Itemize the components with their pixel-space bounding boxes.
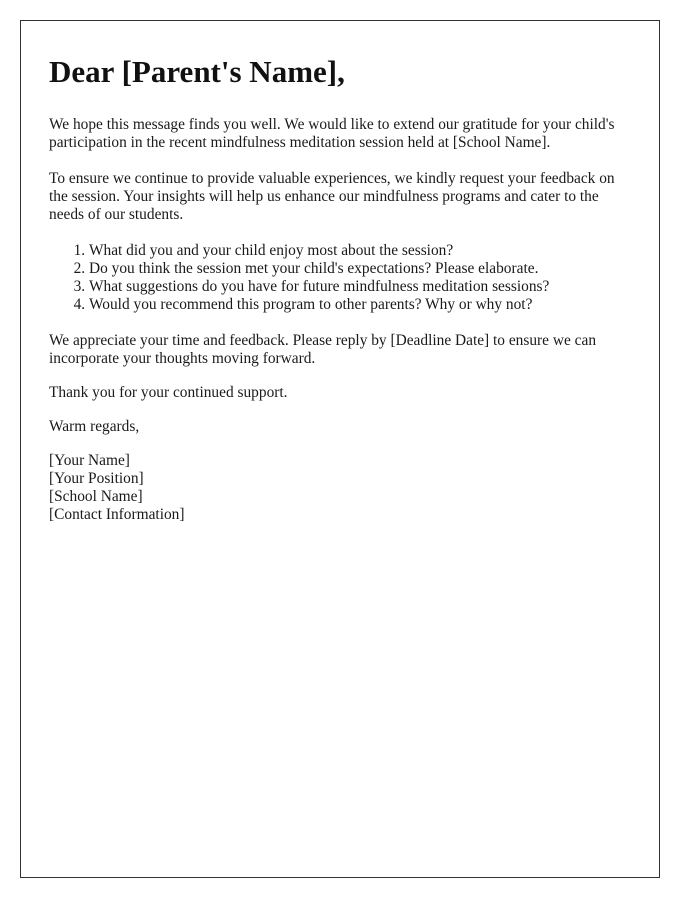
thanks-paragraph: Thank you for your continued support.: [49, 384, 288, 401]
letter-page: [20, 20, 660, 878]
signature-name: [Your Name]: [49, 452, 130, 469]
signature-contact: [Contact Information]: [49, 506, 185, 523]
intro-paragraph: We hope this message finds you well. We would like to extend our gratitude for your child's participation in the recent mindfulness meditation session held at [School Name].: [49, 116, 615, 151]
feedback-request-paragraph: To ensure we continue to provide valuable experiences, we kindly request your feedback on the session. Your insights will help us enhance our mindfulness programs and cater to the needs of our students.: [49, 170, 615, 223]
signature-block: [49, 452, 631, 524]
letter-greeting: Dear [Parent's Name],: [49, 54, 345, 89]
closing-line: Warm regards,: [49, 418, 140, 435]
appreciation-paragraph: We appreciate your time and feedback. Please reply by [Deadline Date] to ensure we can incorporate your thoughts moving forward.: [49, 332, 597, 367]
question-item: 3. What suggestions do you have for future mindfulness meditation sessions?: [89, 278, 631, 296]
question-item: 4. Would you recommend this program to other parents? Why or why not?: [89, 296, 631, 314]
question-item: 1. What did you and your child enjoy most about the session?: [89, 242, 631, 260]
feedback-questions-list: [49, 242, 631, 314]
signature-position: [Your Position]: [49, 470, 144, 487]
signature-school: [School Name]: [49, 488, 143, 505]
question-item: 2. Do you think the session met your child's expectations? Please elaborate.: [89, 260, 631, 278]
